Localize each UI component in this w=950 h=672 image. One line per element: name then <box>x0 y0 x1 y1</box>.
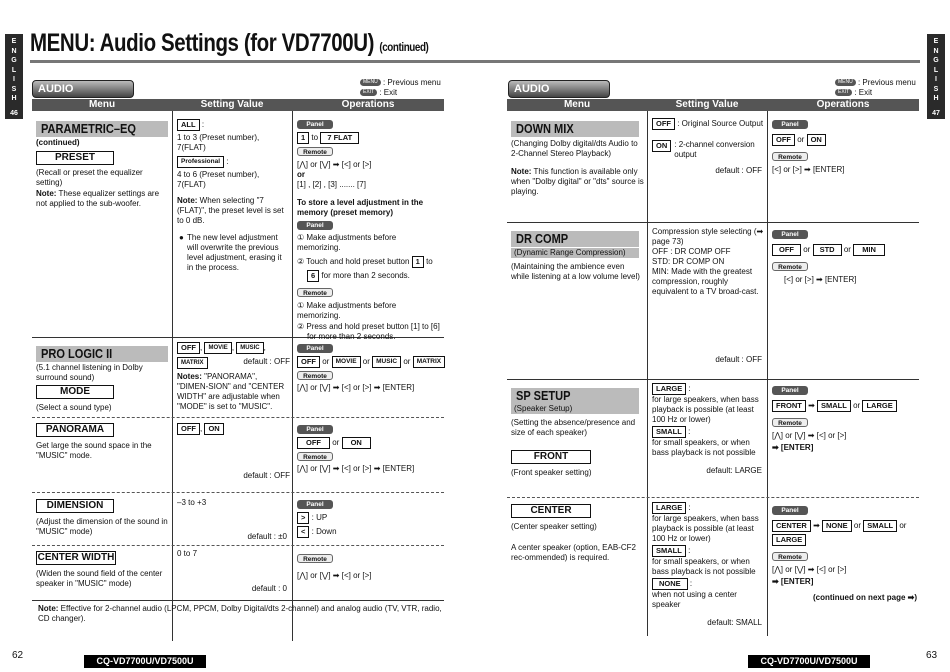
panorama-off: OFF <box>177 423 200 435</box>
page-title: MENU: Audio Settings (for VD7700U) (continued) <box>30 29 429 57</box>
preset-1-button[interactable]: 1 <box>297 132 309 144</box>
center-width-desc: (Widen the sound field of the center speaker in "MUSIC" mode) <box>36 569 163 588</box>
row-divider <box>32 492 444 493</box>
panorama-on-button[interactable]: ON <box>342 437 371 449</box>
center-setting: LARGE : for large speakers, when bass playback is possible (at least 100 Hz or lower) SMALL : for small speakers, or when bass playback is not possible NONE : when not using a center speaker default: SMALL <box>652 503 762 627</box>
side-page-number: 46 <box>10 109 18 117</box>
panorama-off-button[interactable]: OFF <box>297 437 330 449</box>
continued-next-page: (continued on next page ➡) <box>812 593 917 602</box>
page-number-left: 62 <box>12 650 24 661</box>
dimension-operations: Panel > : UP < : Down <box>297 499 442 538</box>
center-width-range: 0 to 7 <box>177 549 198 558</box>
panorama-on: ON <box>204 423 223 435</box>
panel-label: Panel <box>772 230 808 239</box>
dimension-default: default : ±0 <box>247 532 287 541</box>
side-page-number: 47 <box>932 109 940 117</box>
all-box: ALL <box>177 119 200 131</box>
mode-music-button[interactable]: MUSIC <box>372 356 401 368</box>
dr-off-button[interactable]: OFF <box>772 244 801 256</box>
col-divider <box>647 111 648 636</box>
panel-label: Panel <box>772 506 808 515</box>
dr-comp-setting: Compression style selecting (➡ page 73) OFF : DR COMP OFF STD: DR COMP ON MIN: Made with the greatest compression, roughly equivalent to a TV broad-cast. <box>652 227 764 296</box>
panel-label: Panel <box>772 120 808 129</box>
footnote: Note: Effective for 2-channel audio (LPCM, PPCM, Dolby Digital/dts 2-channel) and analog audio (TV, VTR, radio, CD changer). <box>38 604 442 623</box>
small-button[interactable]: SMALL <box>863 520 897 532</box>
dr-comp-sub: (Dynamic Range Compression) <box>511 248 639 258</box>
table-header-left: Menu Setting Value Operations <box>32 99 444 111</box>
remote-label: Remote <box>297 288 333 297</box>
mode-off: OFF <box>177 342 200 354</box>
preset-1-button[interactable]: 1 <box>412 256 424 268</box>
remote-label: Remote <box>297 147 333 156</box>
section-title-parametric-eq: PARAMETRIC–EQ <box>36 121 168 137</box>
row-divider <box>507 222 919 223</box>
dr-min-button[interactable]: MIN <box>853 244 885 256</box>
dimension-desc: (Adjust the dimension of the sound in "MUSIC" mode) <box>36 517 168 536</box>
remote-label: Remote <box>772 552 808 561</box>
center-operations: Panel CENTER ➡ NONE or SMALL or LARGE Remote [⋀] or [⋁] ➡ [<] or [>] ➡ [ENTER] (continued on next page ➡) <box>772 507 917 602</box>
language-tab-left <box>5 34 23 119</box>
section-title-dr-comp: DR COMP <box>511 231 639 247</box>
preset-setting: ALL : 1 to 3 (Preset number), 7(FLAT) Professional : 4 to 6 (Preset number), 7(FLAT) Note: When selecting "7 (FLAT)", the preset level is set to 0 dB. ● The new level adjustment will overwrite the previous level adjustment, erasing it in the process. <box>177 120 284 272</box>
row-divider <box>32 600 444 601</box>
remote-label: Remote <box>297 554 333 563</box>
section-title-pro-logic: PRO LOGIC II <box>36 346 168 362</box>
section-title-down-mix: DOWN MIX <box>511 121 639 137</box>
dr-std-button[interactable]: STD <box>813 244 842 256</box>
row-divider <box>32 545 444 546</box>
title-rule <box>30 60 920 63</box>
panorama-setting: OFF , ON default : OFF <box>177 423 290 481</box>
panorama-label: PANORAMA <box>36 423 114 437</box>
panel-label: Panel <box>297 344 333 353</box>
dimension-range: –3 to +3 <box>177 498 207 507</box>
dimension-label: DIMENSION <box>36 499 114 513</box>
language-tab-right <box>927 34 945 119</box>
remote-label: Remote <box>772 418 808 427</box>
pro-logic-desc: (5.1 channel listening in Dolby surround sound) <box>36 363 143 382</box>
mode-movie-button[interactable]: MOVIE <box>332 356 361 368</box>
audio-button[interactable]: AUDIO <box>32 80 134 98</box>
professional-box: Professional <box>177 156 224 168</box>
table-header-right: Menu Setting Value Operations <box>507 99 919 111</box>
down-mix-off: OFF <box>652 118 675 130</box>
col-divider <box>292 111 293 641</box>
down-mix-operations: Panel OFF or ON Remote [<] or [>] ➡ [ENTER] <box>772 121 845 174</box>
mode-matrix-button[interactable]: MATRIX <box>413 356 445 368</box>
down-mix-on: ON <box>652 140 671 152</box>
preset-6-button[interactable]: 6 <box>307 270 319 282</box>
front-small: SMALL <box>652 426 686 438</box>
sp-setup-desc: (Setting the absence/presence and size of each speaker) <box>511 418 636 437</box>
exit-pill: EXIT <box>835 89 852 96</box>
down-mix-on-button[interactable]: ON <box>807 134 826 146</box>
mode-operations: Panel OFF or MOVIE or MUSIC or MATRIX Remote [⋀] or [⋁] ➡ [<] or [>] ➡ [ENTER] <box>297 343 442 393</box>
center-button[interactable]: CENTER <box>772 520 811 532</box>
menu-pill: MENU <box>835 79 856 86</box>
front-large: LARGE <box>652 383 686 395</box>
mode-movie: MOVIE <box>204 342 231 354</box>
remote-label: Remote <box>297 371 333 380</box>
center-width-operations: Remote [⋀] or [⋁] ➡ [<] or [>] <box>297 556 372 580</box>
lang-letters: E N G L I S H <box>11 38 17 102</box>
panel-label: Panel <box>297 500 333 509</box>
none-button[interactable]: NONE <box>822 520 852 532</box>
preset-desc: (Recall or preset the equalizer setting) <box>36 168 143 187</box>
col-divider <box>172 111 173 641</box>
section-title-sp-setup: SP SETUP <box>511 388 639 404</box>
front-button[interactable]: FRONT <box>772 400 806 412</box>
exit-pill: EXIT <box>360 89 377 96</box>
center-note: A center speaker (option, EAB-CF2 rec-ommended) is required. <box>511 543 636 562</box>
legend: MENU : Previous menu EXIT : Exit <box>360 78 441 98</box>
remote-label: Remote <box>772 152 808 161</box>
mode-setting: OFF , MOVIE , MUSIC , MATRIX default : OFF Notes: "PANORAMA", "DIMEN-SION" and "CENTER WIDTH" are adjustable when "MODE" is set to "MUSIC". <box>177 343 290 411</box>
panel-label: Panel <box>297 425 333 434</box>
dr-comp-default: default : OFF <box>715 355 762 364</box>
dr-comp-desc: (Maintaining the ambience even while listening at a low volume level) <box>511 262 640 281</box>
panel-label: Panel <box>297 120 333 129</box>
front-operations: Panel FRONT ➡ SMALL or LARGE Remote [⋀] or [⋁] ➡ [<] or [>] ➡ [ENTER] <box>772 385 917 453</box>
row-divider <box>507 379 919 380</box>
mode-music: MUSIC <box>236 342 263 354</box>
up-button[interactable]: > <box>297 512 309 524</box>
col-divider <box>767 111 768 636</box>
model-footer-left: CQ-VD7700U/VD7500U <box>84 655 206 668</box>
front-desc: (Front speaker setting) <box>511 468 592 477</box>
menu-pill: MENU <box>360 79 381 86</box>
preset-7flat-button[interactable]: 7 FLAT <box>320 132 359 144</box>
center-width-default: default : 0 <box>251 584 287 593</box>
panel-label: Panel <box>772 386 808 395</box>
row-divider <box>32 417 444 418</box>
center-width-label: CENTER WIDTH <box>37 552 115 563</box>
down-mix-note: Note: This function is available only when "Dolby digital" or "dts" source is playing. <box>511 167 644 196</box>
down-mix-setting: OFF : Original Source Output ON : 2-channel conversion output default : OFF <box>652 118 765 176</box>
panorama-operations: Panel OFF or ON Remote [⋀] or [⋁] ➡ [<] or [>] ➡ [ENTER] <box>297 426 415 473</box>
mode-matrix: MATRIX <box>177 357 208 369</box>
continued-label: (continued) <box>36 138 80 147</box>
down-button[interactable]: < <box>297 526 309 538</box>
center-small: SMALL <box>652 545 686 557</box>
lang-letters: E N G L I S H <box>933 38 939 102</box>
down-mix-desc: (Changing Dolby digital/dts Audio to 2-Channel Stereo Playback) <box>511 139 638 158</box>
preset-operations: Panel 1 to 7 FLAT Remote [⋀] or [⋁] ➡ [<] or [>] or [1] , [2] , [3] ....... [7] To store a level adjustment in the memory (preset memory) Panel ① Make adjustments before memorizing. ② Touch and hold preset button 1 to 6 for more than 2 seconds. Remote ① Make adjustments before memorizing. ② Press and hold preset button [1] to [6] for more than 2 seconds. <box>297 121 440 341</box>
page-number-right: 63 <box>926 650 938 661</box>
front-setting: LARGE : for large speakers, when bass playback is possible (at least 100 Hz or lower) SMALL : for small speakers, or when bass playback is not possible default: LARGE <box>652 384 762 475</box>
legend: MENU : Previous menu EXIT : Exit <box>835 78 916 98</box>
sp-setup-sub: (Speaker Setup) <box>511 404 639 414</box>
center-label: CENTER <box>511 504 591 518</box>
center-none: NONE <box>652 578 688 590</box>
large-button[interactable]: LARGE <box>772 534 806 546</box>
down-mix-off-button[interactable]: OFF <box>772 134 795 146</box>
preset-note: Note: These equalizer settings are not applied to the sub-woofer. <box>36 189 160 208</box>
audio-button[interactable]: AUDIO <box>508 80 610 98</box>
remote-label: Remote <box>297 452 333 461</box>
small-button[interactable]: SMALL <box>817 400 851 412</box>
large-button[interactable]: LARGE <box>862 400 896 412</box>
dr-comp-operations: Panel OFF or STD or MIN Remote [<] or [>] ➡ [ENTER] <box>772 229 917 285</box>
center-desc: (Center speaker setting) <box>511 522 597 531</box>
front-label: FRONT <box>511 450 591 464</box>
preset-label: PRESET <box>36 151 114 165</box>
center-large: LARGE <box>652 502 686 514</box>
panel-label: Panel <box>297 221 333 230</box>
remote-label: Remote <box>772 262 808 271</box>
mode-off-button[interactable]: OFF <box>297 356 320 368</box>
mode-label: MODE <box>36 385 114 399</box>
row-divider <box>507 497 919 498</box>
model-footer-right: CQ-VD7700U/VD7500U <box>748 655 870 668</box>
panorama-desc: Get large the sound space in the "MUSIC" mode. <box>36 441 152 460</box>
mode-desc: (Select a sound type) <box>36 403 112 412</box>
